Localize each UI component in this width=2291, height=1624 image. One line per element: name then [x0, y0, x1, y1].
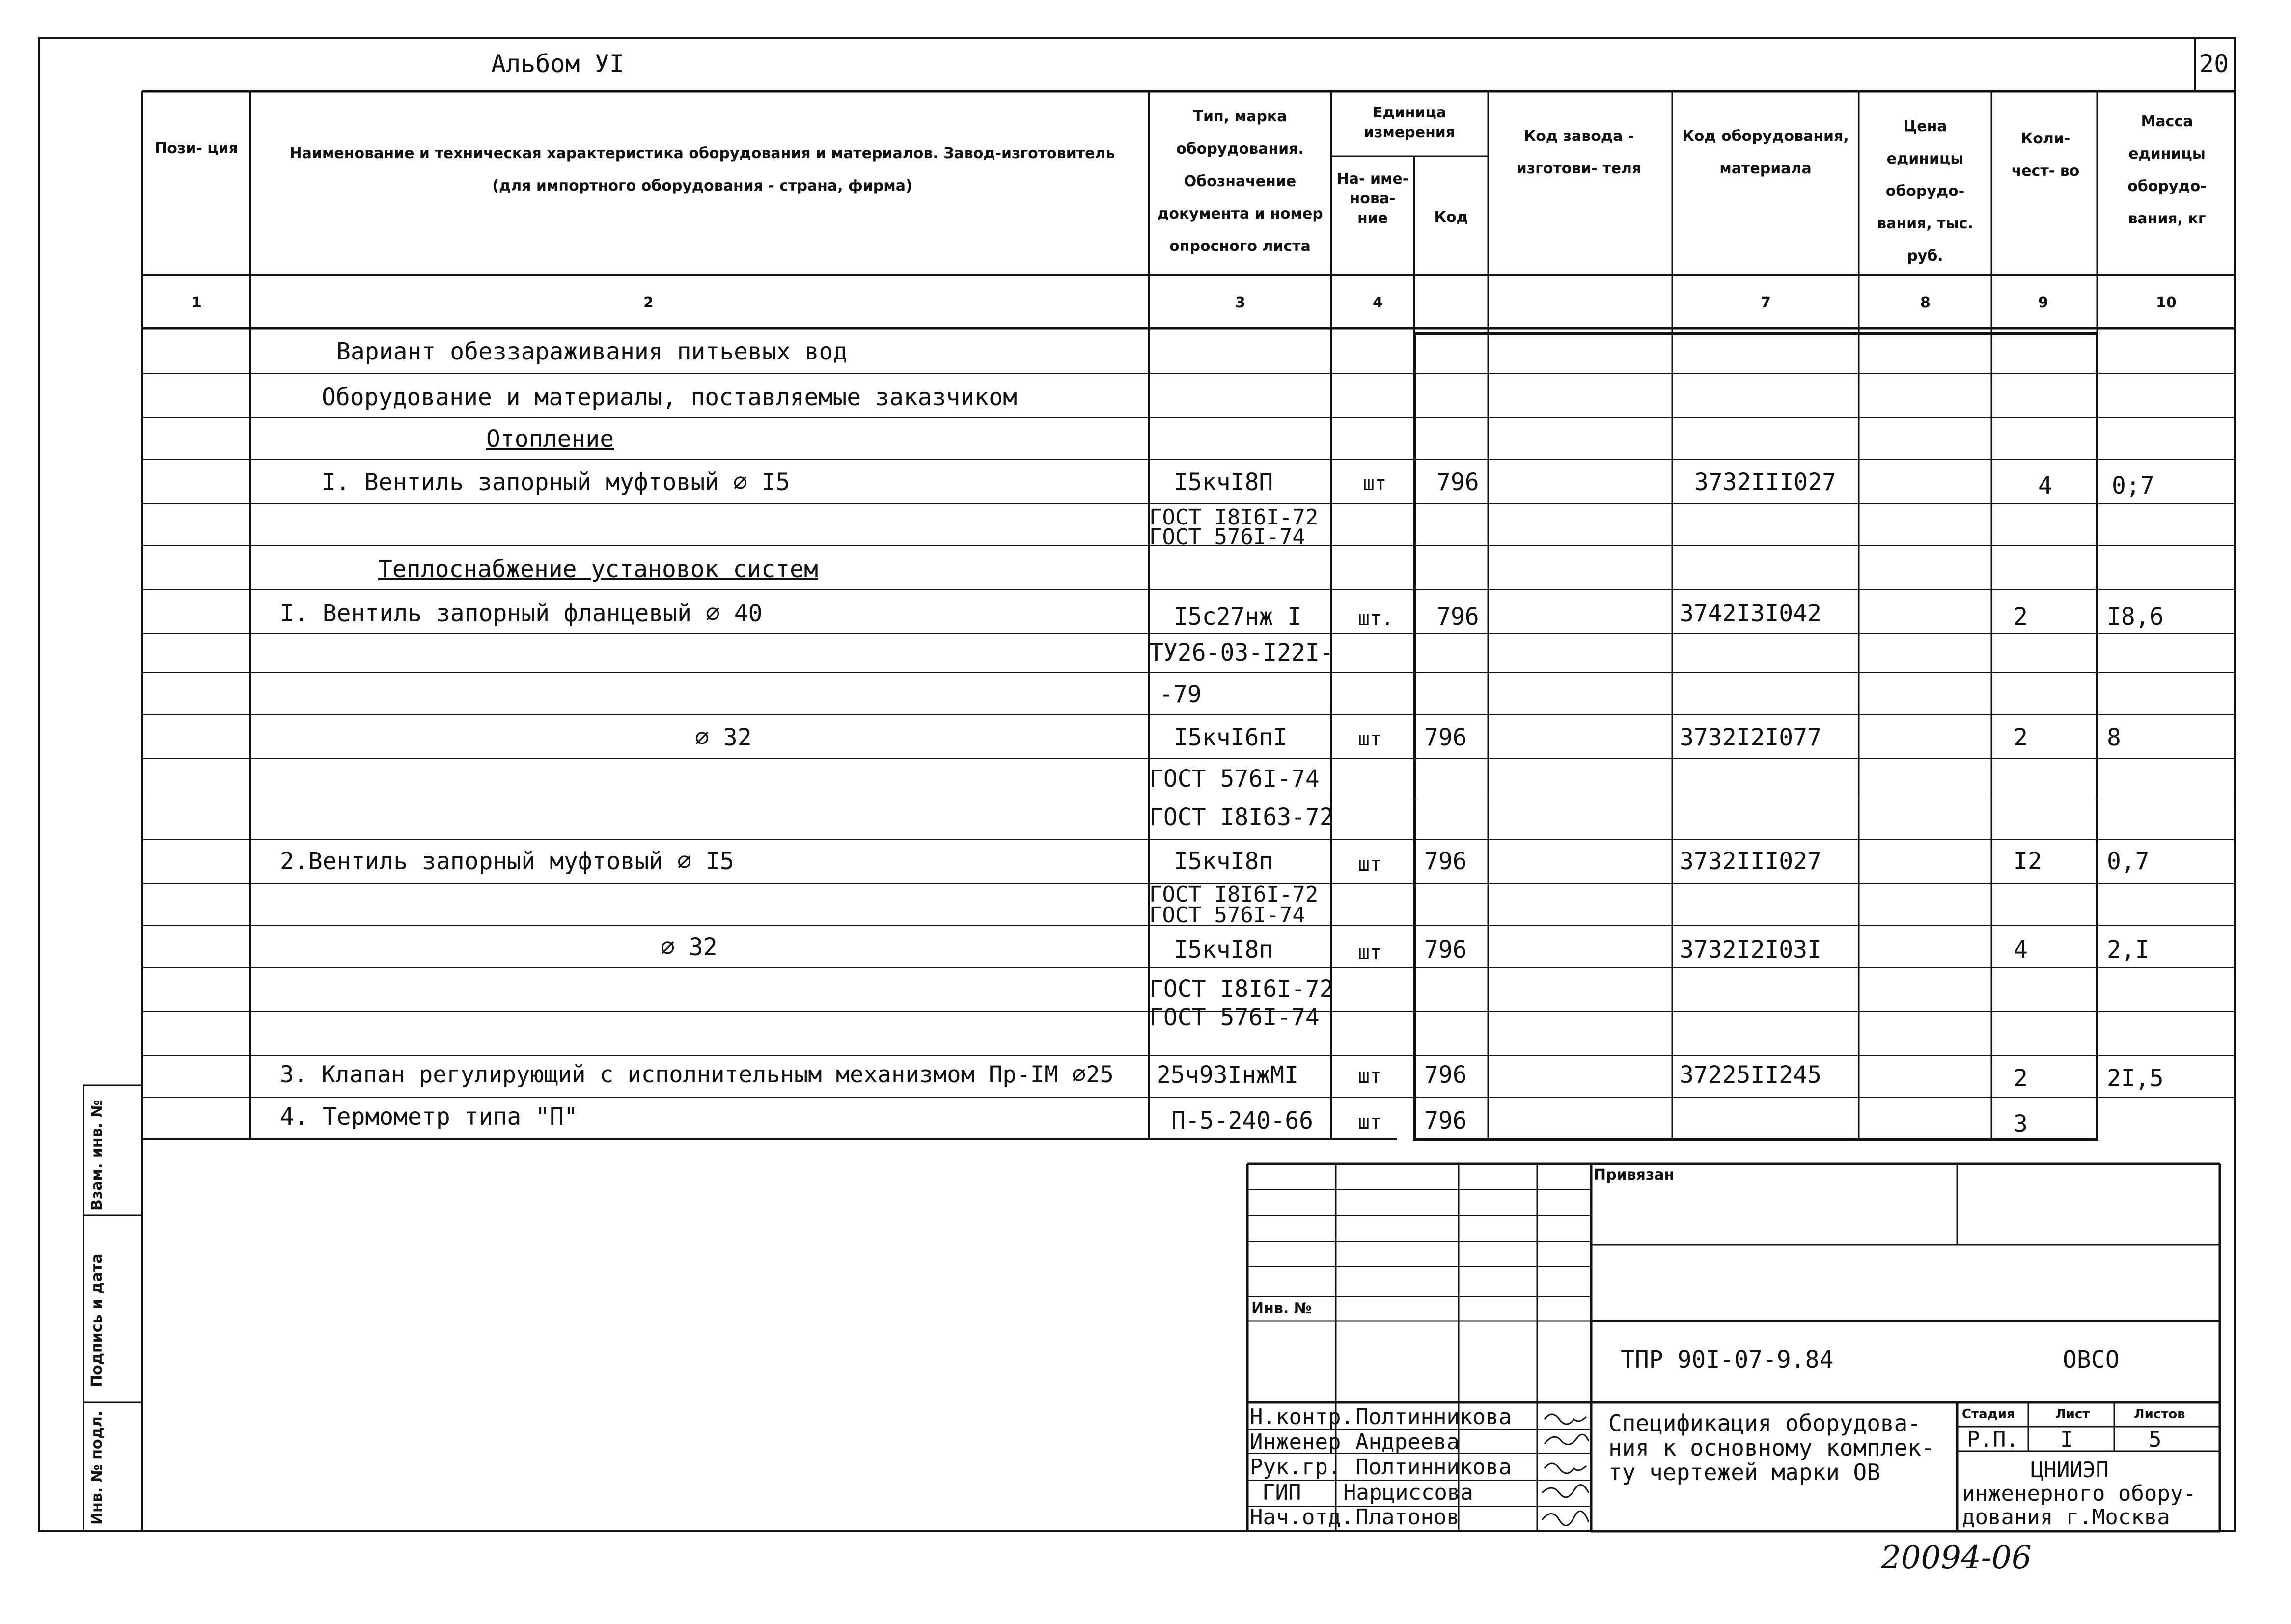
col-number: 4 — [1373, 294, 1383, 311]
item-qty: 3 — [2014, 1110, 2028, 1138]
item-unit: шт — [1358, 941, 1382, 964]
section-heading: Оборудование и материалы, поставляемые заказчиком — [322, 384, 1018, 411]
signature-icon — [1540, 1404, 1594, 1532]
item-code: 796 — [1424, 936, 1467, 963]
item-type: I5с27нж I — [1174, 603, 1302, 631]
item-equip-code: 3732III027 — [1680, 848, 1822, 875]
stamp-sheets: 5 — [2149, 1427, 2162, 1452]
header-equip-code: Код оборудования, материала — [1682, 128, 1849, 177]
col-number: 10 — [2156, 294, 2177, 311]
item-type: I5кчI8п — [1174, 936, 1273, 963]
stamp-sheet: I — [2060, 1427, 2073, 1452]
page-number: 20 — [2199, 50, 2229, 78]
item-doc: ГОСТ I8I6I-72 — [1149, 975, 1334, 1003]
stamp-person-name: Андреева — [1355, 1430, 1460, 1455]
stamp-inv-no: Инв. № — [1251, 1300, 1312, 1317]
item-mass: 0;7 — [2112, 472, 2154, 499]
stamp-org: ЦНИИЭП — [2031, 1458, 2109, 1483]
item-mass: 8 — [2107, 724, 2121, 751]
item-doc: ГОСТ 576I-74 — [1149, 1004, 1320, 1031]
header-qty: Коли- чест- во — [2011, 130, 2080, 180]
stamp-sheets-label: Листов — [2134, 1407, 2185, 1422]
item-doc: ГОСТ 576I-74 — [1149, 903, 1305, 928]
item-name: 2.Вентиль запорный муфтовый ∅ I5 — [280, 848, 734, 875]
album-title: Альбом УI — [491, 50, 624, 78]
stamp-title: ния к основному комплек- — [1608, 1434, 1935, 1461]
stamp-privyazan: Привязан — [1594, 1166, 1675, 1184]
stamp-org: инженерного обору- — [1962, 1481, 2196, 1506]
item-code: 796 — [1424, 724, 1467, 751]
item-name: ∅ 32 — [695, 724, 752, 751]
item-unit: шт — [1358, 853, 1382, 876]
item-equip-code: 3732I2I077 — [1680, 724, 1822, 751]
item-code: 796 — [1424, 848, 1467, 875]
stamp-person-name: Нарциссова — [1343, 1480, 1473, 1505]
item-type: I5кчI6пI — [1174, 724, 1288, 751]
col-number: 3 — [1235, 294, 1245, 311]
stamp-sheet-label: Лист — [2055, 1407, 2090, 1422]
item-name: ∅ 32 — [661, 934, 718, 961]
header-price: Цена единицы оборудо- вания, тыс. руб. — [1877, 118, 1973, 265]
stamp-mark: ОВСО — [2063, 1346, 2120, 1374]
item-name: I. Вентиль запорный фланцевый ∅ 40 — [280, 600, 763, 627]
stamp-role: Рук.гр. — [1250, 1455, 1341, 1480]
item-unit: шт — [1358, 1065, 1382, 1088]
stamp-person-name: Полтинникова — [1355, 1455, 1512, 1480]
stamp-role: Н.контр. — [1250, 1404, 1354, 1430]
item-mass: 0,7 — [2107, 848, 2150, 875]
item-doc: ГОСТ I8I63-72 — [1149, 803, 1334, 831]
stamp-role: Инженер — [1250, 1430, 1341, 1455]
stamp-org: дования г.Москва — [1962, 1505, 2170, 1530]
item-unit: шт — [1358, 1111, 1382, 1133]
item-equip-code: 3732I2I03I — [1680, 936, 1822, 963]
section-heading: Отопление — [486, 425, 614, 453]
item-doc: ТУ26-03-I22I- — [1149, 639, 1334, 666]
item-qty: 4 — [2014, 936, 2028, 963]
item-type: I5кчI8п — [1174, 848, 1273, 875]
header-type: Тип, марка оборудования. Обозначение документа и номер опросного листа — [1157, 108, 1323, 255]
side-label-podpis: Подпись и дата — [88, 1253, 106, 1387]
header-mass: Масса единицы оборудо- вания, кг — [2127, 113, 2207, 227]
item-qty: 2 — [2014, 1065, 2028, 1092]
item-type: П-5-240-66 — [1171, 1107, 1313, 1134]
header-unit-code: Код — [1434, 209, 1468, 226]
item-name: 3. Клапан регулирующий с исполнительным механизмом Пр-IМ ∅25 — [280, 1061, 1114, 1088]
stamp-role: ГИП — [1262, 1480, 1301, 1505]
col-number: 8 — [1920, 294, 1931, 311]
item-qty: 4 — [2038, 472, 2052, 499]
stamp-title: Спецификация оборудова- — [1608, 1410, 1921, 1436]
item-code: 796 — [1436, 603, 1479, 631]
col-number: 1 — [192, 294, 202, 311]
item-qty: 2 — [2014, 603, 2028, 631]
stamp-doc-code: ТПР 90I-07-9.84 — [1621, 1346, 1834, 1374]
item-equip-code: 37225II245 — [1680, 1061, 1822, 1089]
bottom-number: 20094-06 — [1881, 1540, 2032, 1576]
item-unit: шт — [1358, 728, 1382, 750]
item-name: 4. Термометр типа "П" — [280, 1103, 578, 1130]
stamp-role: Нач.отд. — [1250, 1505, 1354, 1530]
item-doc: ГОСТ I8I6I-72 — [1149, 882, 1319, 907]
item-type: I5кчI8П — [1174, 468, 1273, 496]
header-unit-name: На- име- нова- ние — [1336, 170, 1409, 227]
item-doc: ГОСТ 576I-74 — [1149, 765, 1320, 793]
item-unit: шт. — [1358, 607, 1394, 630]
col-number: 2 — [643, 294, 654, 311]
item-equip-code: 3742I3I042 — [1680, 600, 1822, 627]
stamp-person-name: Полтинникова — [1355, 1404, 1512, 1430]
item-doc: ГОСТ 576I-74 — [1149, 524, 1305, 550]
item-equip-code: 3732III027 — [1694, 468, 1836, 496]
item-type: 25ч93IнжМI — [1157, 1061, 1298, 1089]
side-label-vzam: Взам. инв. № — [88, 1100, 106, 1211]
header-plant-code: Код завода - изготови- теля — [1516, 128, 1642, 177]
header-name: Наименование и техническая характеристика оборудования и материалов. Завод-изготовитель (для импортного оборудования - страна, фирма) — [289, 145, 1115, 194]
item-qty: I2 — [2014, 848, 2042, 875]
col-number: 9 — [2038, 294, 2048, 311]
stamp-stage: Р.П. — [1967, 1427, 2019, 1452]
item-unit: шт — [1363, 472, 1387, 495]
stamp-stage-label: Стадия — [1962, 1407, 2015, 1422]
item-mass: I8,6 — [2107, 603, 2164, 631]
item-mass: 2,I — [2107, 936, 2150, 963]
section-heading: Теплоснабжение установок систем — [378, 555, 818, 583]
item-code: 796 — [1436, 468, 1479, 496]
stamp-person-name: Платонов — [1355, 1505, 1460, 1530]
item-doc: ГОСТ I8I6I-72 — [1149, 505, 1319, 530]
item-doc: -79 — [1159, 681, 1202, 708]
section-heading: Вариант обеззараживания питьевых вод — [336, 338, 848, 365]
item-qty: 2 — [2014, 724, 2028, 751]
stamp-title: ту чертежей марки ОВ — [1608, 1459, 1880, 1486]
item-name: I. Вентиль запорный муфтовый ∅ I5 — [322, 468, 790, 496]
item-code: 796 — [1424, 1061, 1467, 1089]
side-label-inv-podl: Инв. № подл. — [88, 1410, 106, 1525]
header-position: Пози- ция — [155, 140, 238, 157]
item-code: 796 — [1424, 1107, 1467, 1134]
header-unit-group: Единица измерения — [1363, 104, 1456, 141]
col-number: 7 — [1761, 294, 1771, 311]
item-mass: 2I,5 — [2107, 1065, 2164, 1092]
